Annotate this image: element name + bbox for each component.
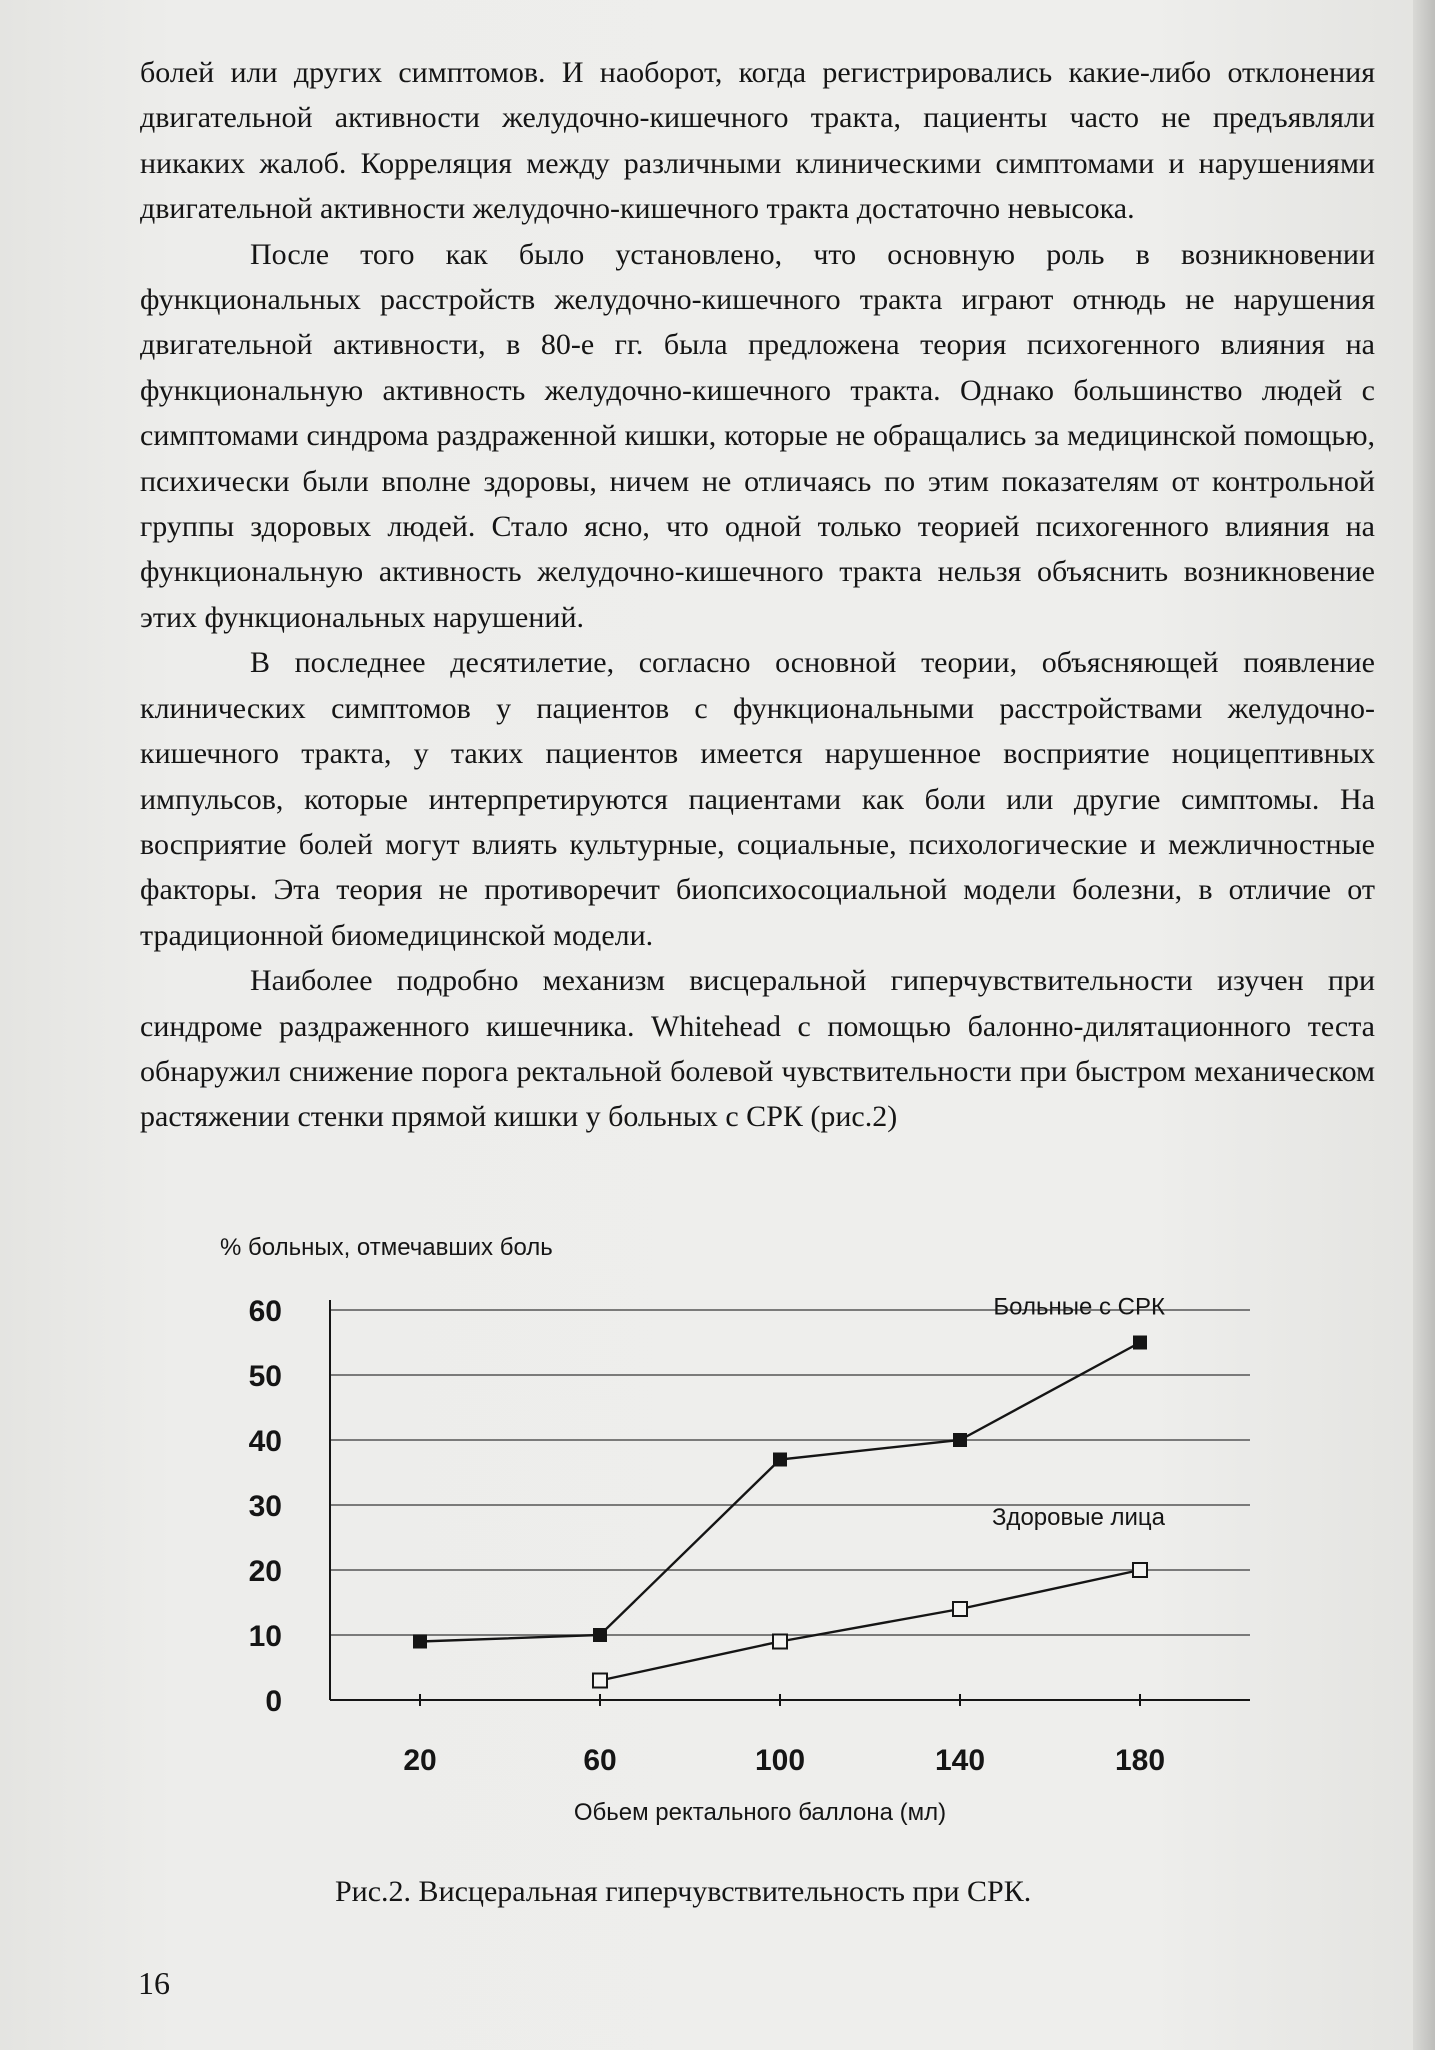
figure-caption: Рис.2. Висцеральная гиперчувствительность при СРК. <box>335 1875 1032 1908</box>
paragraph: После того как было установлено, что основную роль в возникновении функциональных расстройств желудочно-кишечного тракта играют отнюдь не нарушения двигательной активности, в 80-е гг. была предложена теория психогенного влияния на функциональную активность желудочно-кишечного тракта. Однако большинство людей с симптомами синдрома раздраженной кишки, которые не обращались за медицинской помощью, психически были вполне здоровы, ничем не отличаясь по этим показателям от контрольной группы здоровых людей. Стало ясно, что одной только теорией психогенного влияния на функциональную активность желудочно-кишечного тракта нельзя объяснить возникновение этих функциональных нарушений. <box>140 237 1375 634</box>
series-label: Больные с СРК <box>993 1293 1165 1321</box>
data-point-filled <box>953 1433 967 1447</box>
y-tick-label: 50 <box>248 1360 282 1393</box>
y-axis-label: % больных, отмечавших боль <box>220 1234 553 1261</box>
paragraph: Наиболее подробно механизм висцеральной гиперчувствительности изучен при синдроме раздраженного кишечника. Whitehead с помощью балонно-дилятационного теста обнаружил снижение порога ректальной болевой чувствительности при быстром механическом растяжении стенки прямой кишки у больных с СРК (рис.2) <box>140 964 1375 1134</box>
data-point-open <box>593 1674 607 1688</box>
data-point-open <box>773 1635 787 1649</box>
series-label: Здоровые лица <box>991 1504 1165 1531</box>
y-tick-label: 0 <box>265 1685 282 1718</box>
x-tick-label: 20 <box>403 1744 437 1777</box>
x-tick-label: 180 <box>1114 1744 1166 1777</box>
chart-svg <box>180 1225 1280 1865</box>
x-tick-label: 140 <box>934 1744 986 1777</box>
body-text <box>140 50 1375 1140</box>
page-edge-shadow <box>1413 0 1435 2050</box>
y-tick-label: 40 <box>248 1425 282 1458</box>
series-line <box>420 1343 1140 1642</box>
series-line <box>600 1570 1140 1681</box>
data-point-filled <box>413 1635 427 1649</box>
figure-line-chart <box>180 1225 1280 1865</box>
y-tick-label: 10 <box>248 1620 282 1653</box>
x-tick-label: 60 <box>583 1744 617 1777</box>
y-tick-label: 30 <box>248 1490 282 1523</box>
data-point-open <box>1133 1563 1147 1577</box>
data-point-filled <box>1133 1336 1147 1350</box>
paragraph: болей или других симптомов. И наоборот, когда регистрировались какие-либо отклонения двигательной активности желудочно-кишечного тракта, пациенты часто не предъявляли никаких жалоб. Корреляция между различными клиническими симптомами и нарушениями двигательной активности желудочно-кишечного тракта достаточно невысока. <box>140 56 1375 226</box>
data-point-filled <box>773 1453 787 1467</box>
x-tick-label: 100 <box>754 1744 806 1777</box>
page-number: 16 <box>138 1965 170 2001</box>
data-point-filled <box>593 1628 607 1642</box>
data-point-open <box>953 1602 967 1616</box>
x-axis-label: Обьем ректального баллона (мл) <box>573 1799 947 1826</box>
y-tick-label: 20 <box>248 1555 282 1588</box>
y-tick-label: 60 <box>248 1295 282 1328</box>
paragraph: В последнее десятилетие, согласно основной теории, объясняющей появление клинических симптомов у пациентов с функциональными расстройствами желудочно-кишечного тракта, у таких пациентов имеется нарушенное восприятие ноцицептивных импульсов, которые интерпретируются пациентами как боли или другие симптомы. На восприятие болей могут влиять культурные, социальные, психологические и межличностные факторы. Эта теория не противоречит биопсихосоциальной модели болезни, в отличие от традиционной биомедицинской модели. <box>140 646 1375 952</box>
